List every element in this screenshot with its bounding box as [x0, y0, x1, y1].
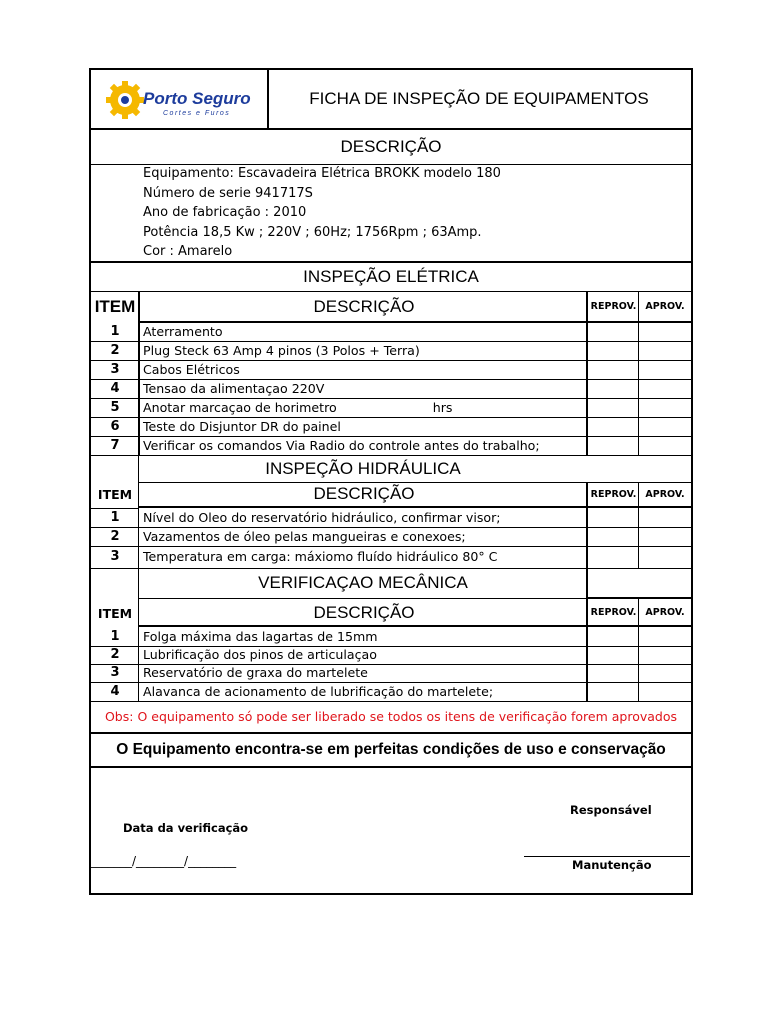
eletrica-row-5-text: Anotar marcaçao de horimetro hrs	[143, 400, 453, 415]
inspection-form	[89, 68, 693, 895]
hidraulica-heading: INSPEÇÃO HIDRÁULICA	[265, 459, 461, 478]
hidraulica-row-1-text: Nível do Oleo do reservatório hidráulico, confirmar visor;	[143, 510, 501, 525]
mecanica-row-4-num: 4	[110, 684, 120, 699]
eletrica-item-header: ITEM	[94, 297, 136, 316]
eletrica-row-3-num: 3	[110, 362, 120, 377]
eletrica-reprov-header: REPROV.	[590, 301, 637, 312]
equipment-name: Equipamento: Escavadeira Elétrica BROKK modelo 180	[143, 166, 501, 181]
hidraulica-item-header: ITEM	[97, 487, 133, 502]
eletrica-row-6-text: Teste do Disjuntor DR do painel	[143, 419, 341, 434]
mecanica-row-4-text: Alavanca de acionamento de lubrificação do martelete;	[143, 684, 494, 699]
descricao-heading: DESCRIÇÃO	[340, 137, 442, 156]
eletrica-row-4-text: Tensao da alimentaçao 220V	[143, 381, 325, 396]
observation-note: Obs: O equipamento só pode ser liberado se todos os itens de verificação forem aprovados	[104, 709, 678, 724]
mecanica-row-2-num: 2	[110, 647, 120, 662]
responsavel-label: Responsável	[570, 803, 652, 817]
eletrica-row-3-text: Cabos Elétricos	[143, 362, 240, 377]
eletrica-aprov-header: APROV.	[645, 301, 685, 312]
eletrica-row-1-text: Aterramento	[143, 324, 223, 339]
hidraulica-aprov-header: APROV.	[645, 489, 685, 500]
svg-text:Cortes e Furos: Cortes e Furos	[163, 110, 231, 117]
eletrica-heading: INSPEÇÃO ELÉTRICA	[303, 267, 479, 286]
hidraulica-desc-header: DESCRIÇÃO	[313, 484, 415, 503]
equipment-details	[143, 164, 501, 262]
mecanica-item-header: ITEM	[97, 606, 133, 621]
hidraulica-reprov-header: REPROV.	[590, 489, 637, 500]
eletrica-row-4-num: 4	[110, 381, 120, 396]
mecanica-row-2-text: Lubrificação dos pinos de articulaçao	[143, 647, 377, 662]
mecanica-row-1-num: 1	[110, 629, 120, 644]
manufacture-year: Ano de fabricação : 2010	[143, 205, 307, 220]
svg-text:Porto Seguro: Porto Seguro	[143, 89, 251, 108]
power-specs: Potência 18,5 Kw ; 220V ; 60Hz; 1756Rpm ; 63Amp.	[143, 224, 482, 240]
mecanica-reprov-header: REPROV.	[590, 607, 637, 618]
eletrica-row-7-text: Verificar os comandos Via Radio do controle antes do trabalho;	[143, 438, 540, 453]
hidraulica-row-2-num: 2	[110, 529, 120, 544]
mecanica-row-1-text: Folga máxima das lagartas de 15mm	[143, 629, 378, 644]
gear-icon	[106, 81, 144, 119]
eletrica-row-6-num: 6	[110, 419, 120, 434]
manutencao-label: Manutenção	[572, 858, 652, 872]
hidraulica-row-2-text: Vazamentos de óleo pelas mangueiras e conexoes;	[143, 529, 466, 544]
mecanica-aprov-header: APROV.	[645, 607, 685, 618]
mecanica-desc-header: DESCRIÇÃO	[313, 603, 415, 622]
eletrica-row-2-num: 2	[110, 343, 120, 358]
eletrica-row-7-num: 7	[110, 438, 120, 453]
form-title: FICHA DE INSPEÇÃO DE EQUIPAMENTOS	[309, 89, 649, 108]
porto-seguro-logo	[105, 79, 255, 119]
color: Cor : Amarelo	[143, 244, 233, 259]
condition-statement: O Equipamento encontra-se em perfeitas condições de uso e conservação	[116, 741, 666, 758]
eletrica-row-1-num: 1	[110, 324, 120, 339]
eletrica-desc-header: DESCRIÇÃO	[313, 297, 415, 316]
signature-line	[524, 856, 690, 857]
hidraulica-row-3-text: Temperatura em carga: máxiomo fluído hidráulico 80° C	[143, 549, 498, 564]
eletrica-row-5-num: 5	[110, 400, 120, 415]
hidraulica-row-1-num: 1	[110, 510, 120, 525]
mecanica-row-3-num: 3	[110, 665, 120, 680]
data-verificacao-label: Data da verificação	[123, 821, 249, 835]
mecanica-heading: VERIFICAÇAO MECÂNICA	[258, 573, 468, 592]
serial-number: Número de serie 941717S	[143, 185, 313, 201]
mecanica-row-3-text: Reservatório de graxa do martelete	[143, 665, 368, 680]
eletrica-row-2-text: Plug Steck 63 Amp 4 pinos (3 Polos + Terra)	[143, 343, 420, 358]
date-blank[interactable]: _______/________/________	[90, 854, 237, 868]
hidraulica-row-3-num: 3	[110, 549, 120, 564]
